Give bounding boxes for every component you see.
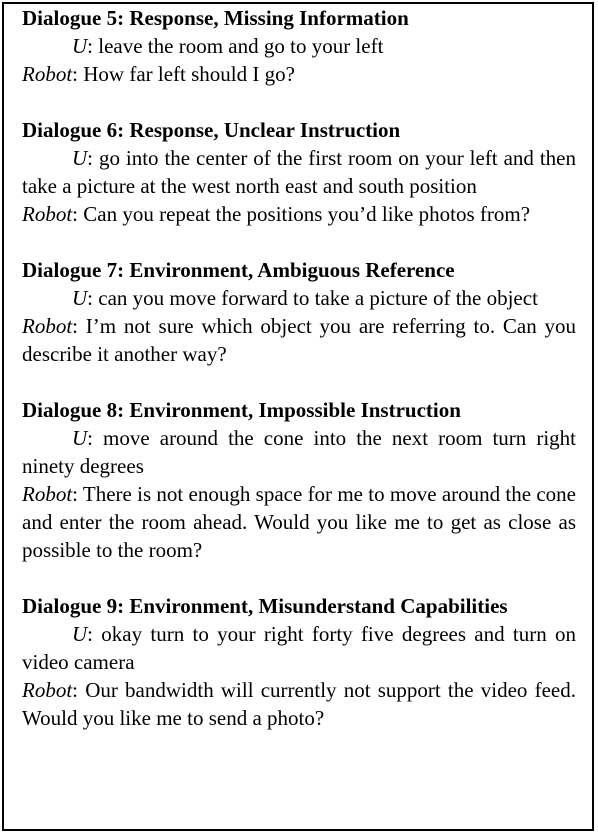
robot-utterance xyxy=(22,200,576,228)
robot-utterance xyxy=(22,60,576,88)
dialogue-table-frame xyxy=(2,2,594,831)
user-utterance xyxy=(22,32,576,60)
robot-text: : How far left should I go? xyxy=(72,62,295,86)
robot-text: : There is not enough space for me to move around the cone and enter the room ahead. Would you like me to get as close as possible to the room? xyxy=(22,482,576,562)
user-speaker: U xyxy=(72,286,88,310)
dialogue-7 xyxy=(22,256,576,368)
robot-text: : I’m not sure which object you are referring to. Can you describe it another way? xyxy=(22,314,576,366)
user-utterance xyxy=(22,424,576,480)
dialogue-title: Dialogue 7: Environment, Ambiguous Reference xyxy=(22,258,455,282)
dialogue-9 xyxy=(22,592,576,732)
robot-speaker: Robot xyxy=(22,202,73,226)
user-utterance xyxy=(22,144,576,200)
dialogue-title: Dialogue 6: Response, Unclear Instruction xyxy=(22,118,401,142)
user-text: : go into the center of the first room on your left and then take a picture at the west north east and south position xyxy=(22,146,576,198)
dialogue-8 xyxy=(22,396,576,564)
dialogue-title: Dialogue 5: Response, Missing Information xyxy=(22,6,409,30)
robot-utterance xyxy=(22,312,576,368)
user-text: : can you move forward to take a picture of the object xyxy=(87,286,538,310)
dialogue-5 xyxy=(22,4,576,88)
dialogue-6 xyxy=(22,116,576,228)
robot-utterance xyxy=(22,676,576,732)
user-text: : leave the room and go to your left xyxy=(87,34,384,58)
robot-speaker: Robot xyxy=(22,678,73,702)
user-utterance xyxy=(22,620,576,676)
robot-text: : Our bandwidth will currently not support the video feed. Would you like me to send a photo? xyxy=(22,678,576,730)
user-text: : okay turn to your right forty five degrees and turn on video camera xyxy=(22,622,576,674)
user-speaker: U xyxy=(72,426,88,450)
user-speaker: U xyxy=(72,622,88,646)
user-speaker: U xyxy=(72,34,88,58)
robot-text: : Can you repeat the positions you’d like photos from? xyxy=(72,202,531,226)
robot-speaker: Robot xyxy=(22,62,73,86)
user-utterance xyxy=(22,284,576,312)
robot-speaker: Robot xyxy=(22,482,73,506)
dialogue-title: Dialogue 8: Environment, Impossible Instruction xyxy=(22,398,461,422)
dialogue-title: Dialogue 9: Environment, Misunderstand Capabilities xyxy=(22,594,508,618)
robot-utterance xyxy=(22,480,576,564)
user-speaker: U xyxy=(72,146,88,170)
user-text: : move around the cone into the next room turn right ninety degrees xyxy=(22,426,576,478)
robot-speaker: Robot xyxy=(22,314,73,338)
dialogue-list xyxy=(4,4,592,732)
